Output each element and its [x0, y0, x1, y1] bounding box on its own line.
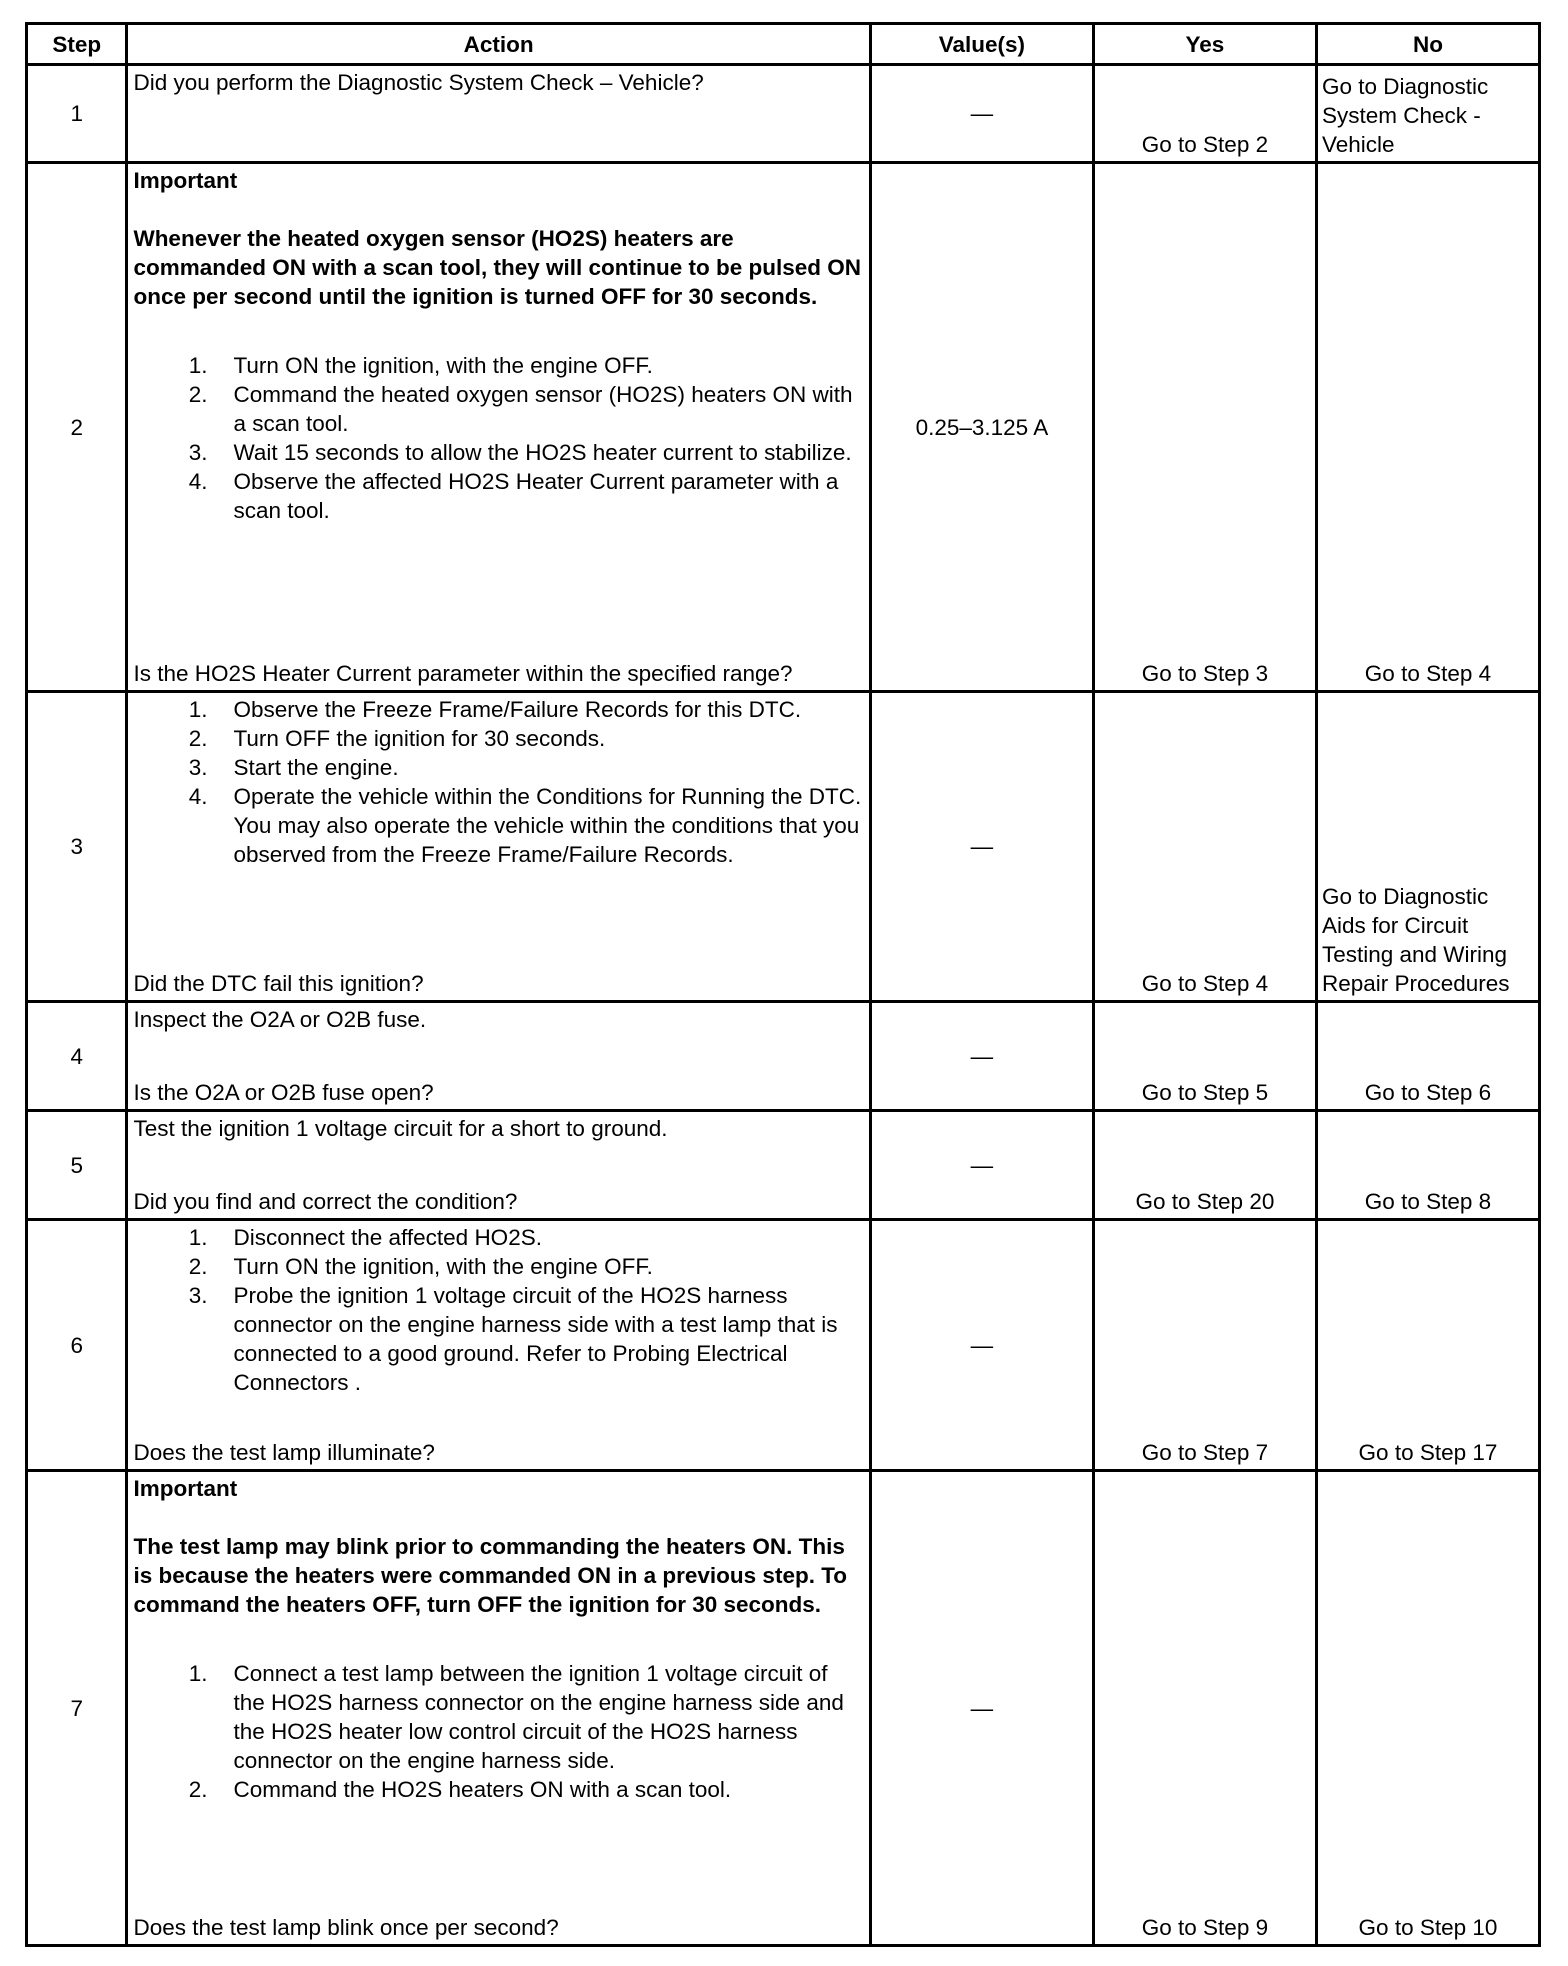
- table-row: [27, 163, 1540, 692]
- important-text: Whenever the heated oxygen sensor (HO2S) heaters are commanded ON with a scan tool, they will continue to be pulsed ON once per second until the ignition is turned OFF for 30 seconds.: [133, 226, 862, 309]
- question-text: Is the O2A or O2B fuse open?: [133, 1080, 434, 1105]
- header-action: Action: [127, 24, 870, 65]
- no-cell: Go to Diagnostic Aids for Circuit Testing and Wiring Repair Procedures: [1316, 692, 1539, 1002]
- step-list: [133, 1223, 863, 1397]
- no-cell: Go to Step 6: [1316, 1002, 1539, 1111]
- list-item: 2. Command the heated oxygen sensor (HO2S) heaters ON with a scan tool.: [188, 382, 853, 436]
- step-number: 7: [27, 1471, 127, 1946]
- important-text: The test lamp may blink prior to commanding the heaters ON. This is because the heaters were commanded ON in a previous step. To command the heaters OFF, turn OFF the ignition for 30 seconds.: [133, 1534, 848, 1617]
- value-cell: 0.25–3.125 A: [870, 163, 1093, 692]
- action-cell: [127, 65, 870, 163]
- step-list: [133, 351, 863, 525]
- value-cell: —: [870, 692, 1093, 1002]
- table-row: [27, 1220, 1540, 1471]
- list-item: 4. Observe the affected HO2S Heater Current parameter with a scan tool.: [188, 469, 839, 523]
- list-item: 3. Probe the ignition 1 voltage circuit of the HO2S harness connector on the engine harness side with a test lamp that is connected to a good ground. Refer to Probing Electrical Connectors .: [188, 1283, 838, 1395]
- no-cell: Go to Step 8: [1316, 1111, 1539, 1220]
- list-item: 2. Turn ON the ignition, with the engine OFF.: [188, 1254, 653, 1279]
- action-text: Inspect the O2A or O2B fuse.: [133, 1007, 427, 1032]
- yes-cell: Go to Step 20: [1093, 1111, 1316, 1220]
- action-text: Test the ignition 1 voltage circuit for a short to ground.: [133, 1116, 668, 1141]
- value-cell: —: [870, 1471, 1093, 1946]
- action-cell: [127, 1111, 870, 1220]
- list-item: 3. Wait 15 seconds to allow the HO2S heater current to stabilize.: [188, 440, 852, 465]
- step-number: 6: [27, 1220, 127, 1471]
- question-text: Does the test lamp blink once per second?: [133, 1915, 559, 1940]
- table-row: [27, 692, 1540, 1002]
- list-item: 1. Turn ON the ignition, with the engine OFF.: [188, 353, 653, 378]
- action-cell: [127, 1471, 870, 1946]
- header-values: Value(s): [870, 24, 1093, 65]
- question-text: Is the HO2S Heater Current parameter within the specified range?: [133, 661, 793, 686]
- no-cell: Go to Diagnostic System Check - Vehicle: [1316, 65, 1539, 163]
- table-row: [27, 1111, 1540, 1220]
- diagnostic-table: [25, 22, 1541, 1947]
- step-list: [133, 695, 863, 869]
- question-text: Did the DTC fail this ignition?: [133, 971, 424, 996]
- value-cell: —: [870, 1111, 1093, 1220]
- no-cell: Go to Step 17: [1316, 1220, 1539, 1471]
- step-number: 4: [27, 1002, 127, 1111]
- no-cell: Go to Step 10: [1316, 1471, 1539, 1946]
- yes-cell: Go to Step 3: [1093, 163, 1316, 692]
- header-no: No: [1316, 24, 1539, 65]
- action-cell: [127, 692, 870, 1002]
- yes-cell: Go to Step 5: [1093, 1002, 1316, 1111]
- step-number: 5: [27, 1111, 127, 1220]
- step-number: 1: [27, 65, 127, 163]
- action-cell: [127, 163, 870, 692]
- value-cell: —: [870, 1002, 1093, 1111]
- table-row: [27, 1002, 1540, 1111]
- action-cell: [127, 1220, 870, 1471]
- table-row: [27, 65, 1540, 163]
- question-text: Does the test lamp illuminate?: [133, 1440, 435, 1465]
- list-item: 1. Disconnect the affected HO2S.: [188, 1225, 542, 1250]
- no-cell: Go to Step 4: [1316, 163, 1539, 692]
- header-step: Step: [27, 24, 127, 65]
- table-row: [27, 1471, 1540, 1946]
- yes-cell: Go to Step 9: [1093, 1471, 1316, 1946]
- value-cell: —: [870, 1220, 1093, 1471]
- important-title: Important: [133, 168, 238, 193]
- value-cell: —: [870, 65, 1093, 163]
- yes-cell: Go to Step 7: [1093, 1220, 1316, 1471]
- step-number: 2: [27, 163, 127, 692]
- important-title: Important: [133, 1476, 238, 1501]
- step-number: 3: [27, 692, 127, 1002]
- list-item: 2. Turn OFF the ignition for 30 seconds.: [188, 726, 606, 751]
- list-item: 2. Command the HO2S heaters ON with a scan tool.: [188, 1777, 732, 1802]
- yes-cell: Go to Step 4: [1093, 692, 1316, 1002]
- list-item: 1. Observe the Freeze Frame/Failure Records for this DTC.: [188, 697, 802, 722]
- header-row: [27, 24, 1540, 65]
- list-item: 3. Start the engine.: [188, 755, 399, 780]
- list-item: 1. Connect a test lamp between the ignition 1 voltage circuit of the HO2S harness connector on the engine harness side and the HO2S heater low control circuit of the HO2S harness connector on the engine harness side.: [188, 1661, 844, 1773]
- action-text: Did you perform the Diagnostic System Check – Vehicle?: [133, 70, 704, 95]
- question-text: Did you find and correct the condition?: [133, 1189, 518, 1214]
- yes-cell: Go to Step 2: [1093, 65, 1316, 163]
- action-cell: [127, 1002, 870, 1111]
- list-item: 4. Operate the vehicle within the Conditions for Running the DTC. You may also operate the vehicle within the conditions that you observed from the Freeze Frame/Failure Records.: [188, 784, 862, 867]
- header-yes: Yes: [1093, 24, 1316, 65]
- step-list: [133, 1659, 863, 1804]
